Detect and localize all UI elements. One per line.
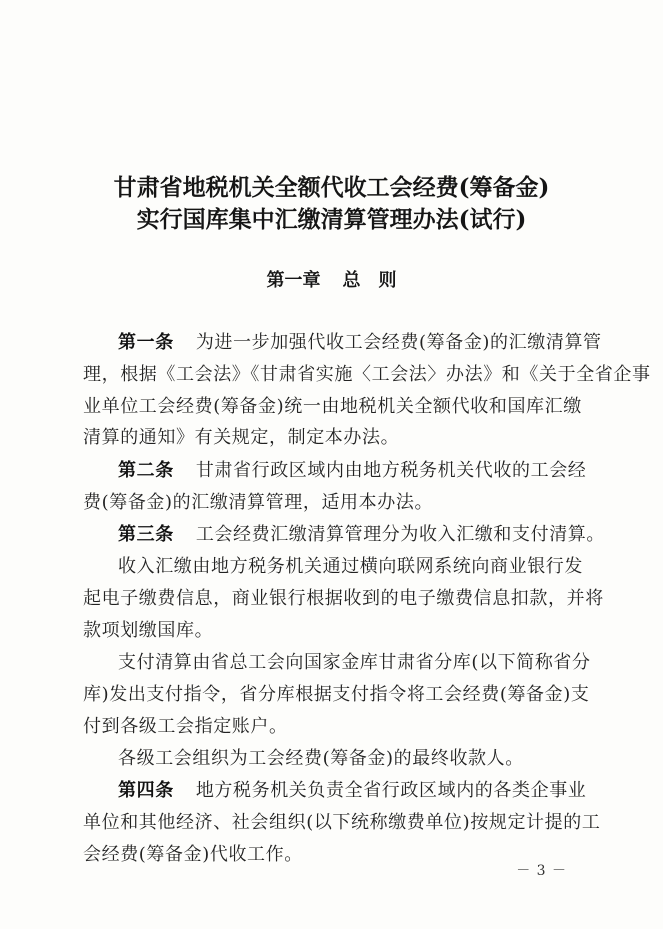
article-1-line-3: 业单位工会经费(筹备金)统一由地税机关全额代收和国库汇缴 — [83, 396, 582, 417]
article-3-p2-line-1: 收入汇缴由地方税务机关通过横向联网系统向商业银行发 — [118, 556, 583, 577]
article-2-line-1 — [118, 459, 587, 483]
article-3-p3-line-2: 库)发出支付指令，省分库根据支付指令将工会经费(筹备金)支 — [83, 684, 590, 705]
article-3-text-1: 工会经费汇缴清算管理分为收入汇缴和支付清算。 — [195, 524, 606, 545]
document-title-line-2: 实行国库集中汇缴清算管理办法(试行) — [136, 206, 527, 233]
chapter-label: 第一章 — [266, 270, 321, 291]
article-3-label: 第三条 — [118, 524, 174, 545]
article-4-line-1 — [118, 779, 587, 803]
document-title-line-1: 甘肃省地税机关全额代收工会经费(筹备金) — [113, 174, 550, 201]
article-3-p4-line-1: 各级工会组织为工会经费(筹备金)的最终收款人。 — [118, 748, 524, 769]
article-1-label: 第一条 — [118, 332, 174, 353]
chapter-heading — [0, 269, 663, 293]
article-4-text-1: 地方税务机关负责全省行政区域内的各类企事业 — [195, 780, 587, 801]
article-1-line-1 — [118, 331, 602, 355]
chapter-title: 总 则 — [342, 270, 397, 291]
article-3-p3-line-1: 支付清算由省总工会向国家金库甘肃省分库(以下简称省分 — [118, 652, 591, 673]
article-4-line-2: 单位和其他经济、社会组织(以下统称缴费单位)按规定计提的工 — [83, 812, 601, 833]
article-1-text-1: 为进一步加强代收工会经费(筹备金)的汇缴清算管 — [195, 332, 602, 353]
page-number: － 3 － — [516, 863, 567, 879]
article-2-text-1: 甘肃省行政区域内由地方税务机关代收的工会经 — [195, 460, 587, 481]
article-3-line-1 — [118, 523, 606, 547]
article-4-line-3: 会经费(筹备金)代收工作。 — [83, 844, 303, 865]
article-1-line-2: 理，根据《工会法》《甘肃省实施〈工会法〉办法》和《关于全省企事 — [83, 364, 651, 385]
article-1-line-4: 清算的通知》有关规定，制定本办法。 — [83, 427, 400, 448]
article-3-p2-line-3: 款项划缴国库。 — [83, 620, 214, 641]
article-2-line-2: 费(筹备金)的汇缴清算管理，适用本办法。 — [83, 492, 434, 513]
article-4-label: 第四条 — [118, 780, 174, 801]
article-2-label: 第二条 — [118, 460, 174, 481]
article-3-p2-line-2: 起电子缴费信息，商业银行根据收到的电子缴费信息扣款，并将 — [83, 588, 604, 609]
article-3-p3-line-3: 付到各级工会指定账户。 — [83, 716, 288, 737]
